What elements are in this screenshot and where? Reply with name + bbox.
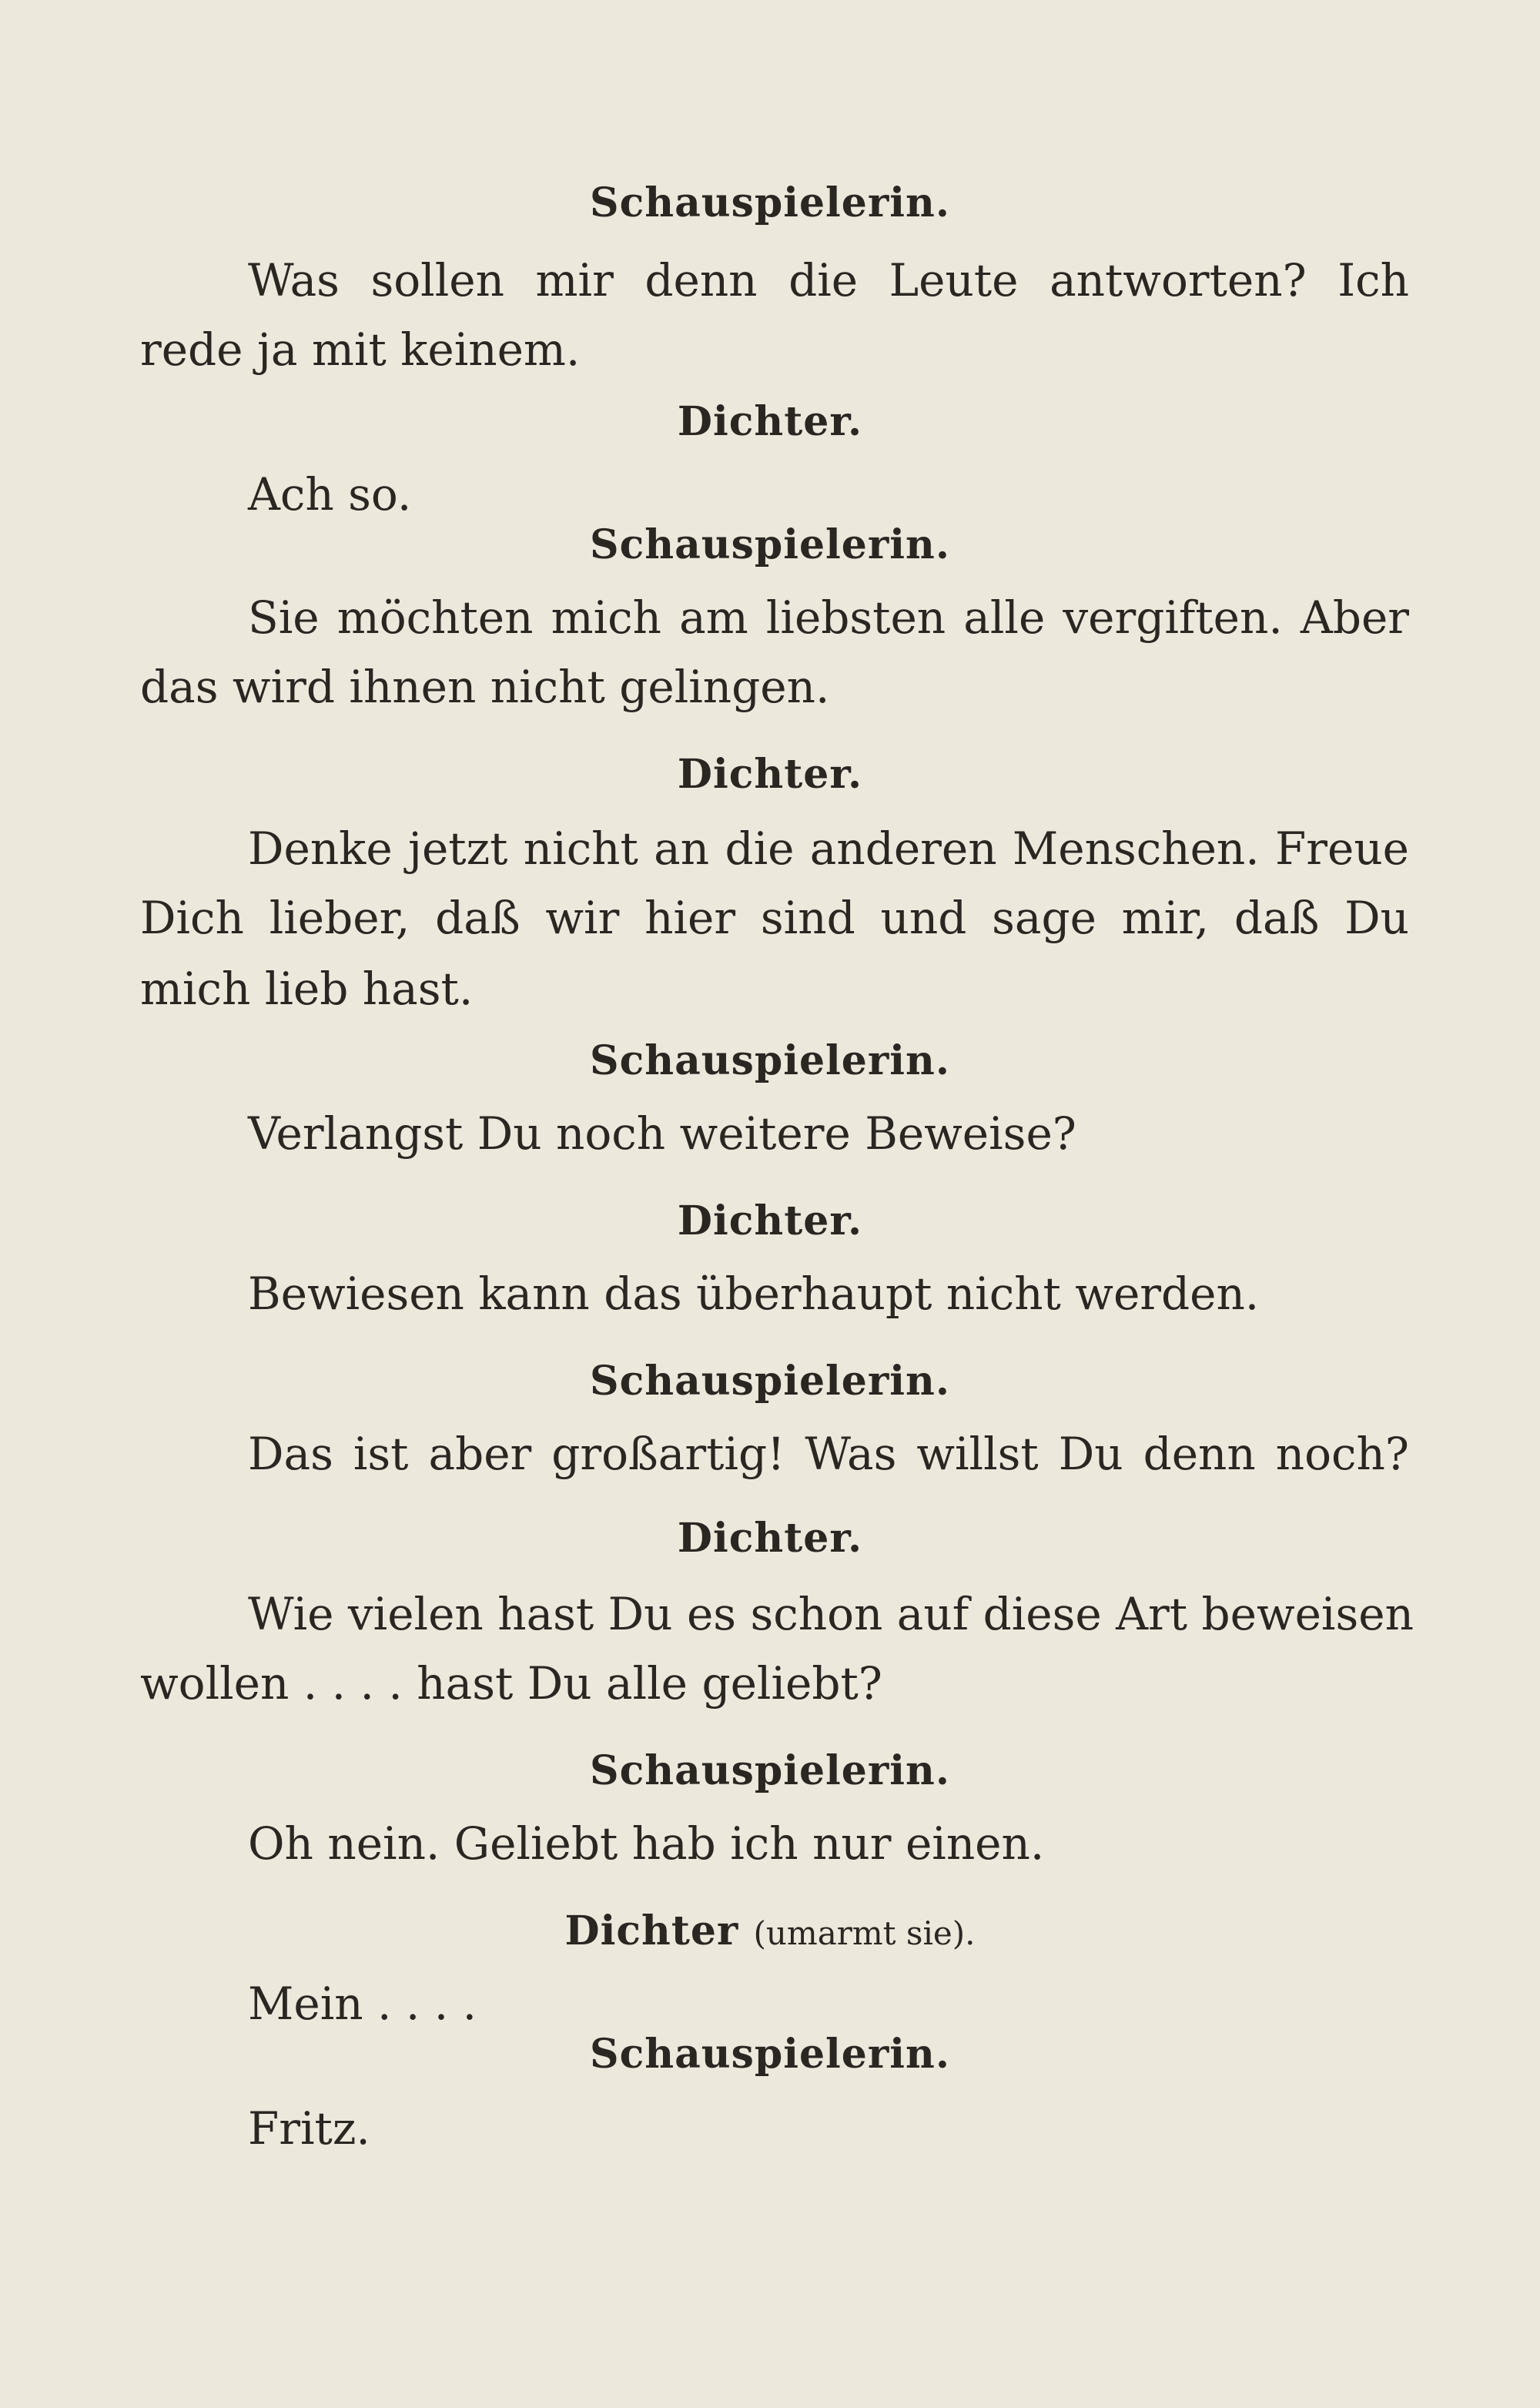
- dialogue-line: rede ja mit keinem.: [140, 323, 581, 376]
- speaker-heading: Dichter.: [677, 751, 863, 798]
- stage-direction: (umarmt sie).: [753, 1914, 976, 1952]
- dialogue-line: Ach so.: [248, 468, 412, 521]
- dialogue-line: Fritz.: [248, 2102, 370, 2155]
- speaker-heading: Schauspielerin.: [590, 1358, 950, 1405]
- dialogue-line: Oh nein. Geliebt hab ich nur einen.: [248, 1817, 1045, 1870]
- dialogue-line: Dich lieber, daß wir hier sind und sage mir, daß Du: [140, 892, 1409, 944]
- dialogue-line: Mein . . . .: [248, 1978, 477, 2030]
- dialogue-line: Sie möchten mich am liebsten alle vergiften. Aber: [248, 591, 1409, 644]
- dialogue-line: mich lieb hast.: [140, 963, 474, 1015]
- speaker-heading: Schauspielerin.: [590, 521, 950, 568]
- speaker-heading: Dichter.: [677, 1515, 863, 1562]
- dialogue-line: Was sollen mir denn die Leute antworten? Ich: [248, 254, 1409, 306]
- dialogue-line: Das ist aber großartig! Was willst Du denn noch?: [248, 1428, 1409, 1480]
- speaker-heading: Schauspielerin.: [590, 2031, 950, 2078]
- speaker-name: Dichter: [564, 1907, 739, 1954]
- speaker-heading: Dichter.: [677, 398, 863, 445]
- dialogue-line: Verlangst Du noch weitere Beweise?: [248, 1107, 1076, 1160]
- dialogue-line: Denke jetzt nicht an die anderen Menschen. Freue: [248, 822, 1409, 875]
- dialogue-line: wollen . . . . hast Du alle geliebt?: [140, 1657, 882, 1710]
- speaker-heading: Dichter.: [677, 1197, 863, 1244]
- dialogue-line: das wird ihnen nicht gelingen.: [140, 661, 830, 713]
- dialogue-line: Wie vielen hast Du es schon auf diese Art beweisen: [248, 1588, 1414, 1640]
- speaker-heading-with-direction: [0, 1908, 1540, 1957]
- speaker-heading: Schauspielerin.: [590, 1747, 950, 1794]
- speaker-heading: Schauspielerin.: [590, 1037, 950, 1084]
- dialogue-line: Bewiesen kann das überhaupt nicht werden.: [248, 1268, 1260, 1320]
- speaker-heading: Schauspielerin.: [590, 179, 950, 226]
